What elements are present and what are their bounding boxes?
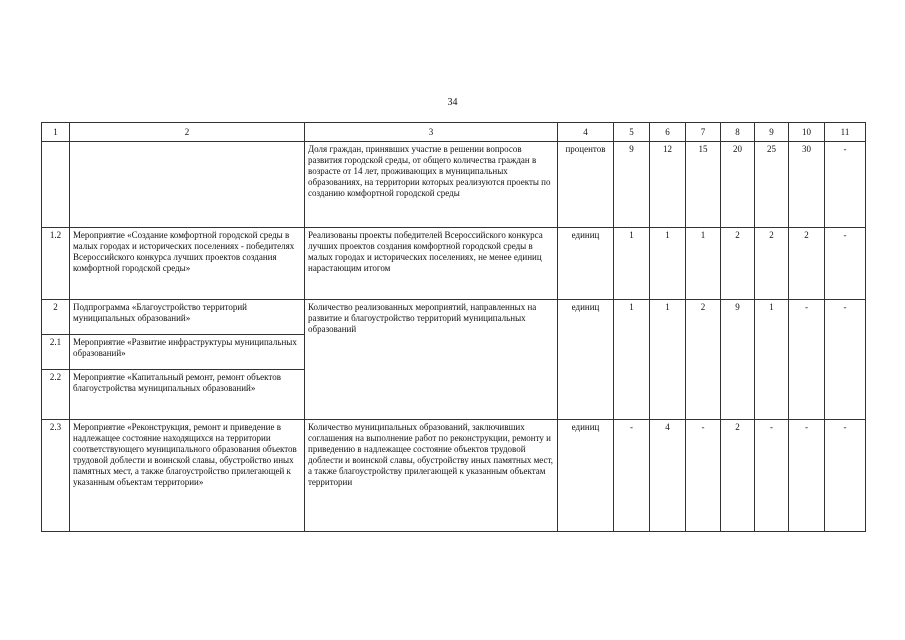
row-number: 1.2	[42, 228, 70, 300]
table-row	[42, 300, 866, 335]
value-cell: -	[825, 300, 866, 420]
row-number: 2.3	[42, 420, 70, 532]
row-number: 2.2	[42, 370, 70, 420]
header-cell: 8	[721, 123, 755, 142]
activity-name	[70, 142, 305, 228]
unit-cell: процентов	[558, 142, 614, 228]
value-cell: 1	[650, 228, 686, 300]
value-cell: 9	[614, 142, 650, 228]
value-cell: 2	[721, 420, 755, 532]
indicator-text: Количество муниципальных образований, заключивших соглашения на выполнение работ по реконструкции, ремонту и приведению в надлежащее состояние объектов трудовой доблести и воинской славы, обустройству иных памятных мест, а также благоустройству прилегающей к указанным объектам территории	[305, 420, 558, 532]
value-cell: 1	[650, 300, 686, 420]
value-cell: -	[614, 420, 650, 532]
header-cell: 11	[825, 123, 866, 142]
value-cell: 4	[650, 420, 686, 532]
indicator-text: Доля граждан, принявших участие в решении вопросов развития городской среды, от общего количества граждан в возрасте от 14 лет, проживающих в муниципальных образованиях, на территории которых реализуются проекты по созданию комфортной городской среды	[305, 142, 558, 228]
value-cell: 1	[614, 228, 650, 300]
row-number: 2.1	[42, 335, 70, 370]
value-cell: 2	[755, 228, 789, 300]
header-cell: 1	[42, 123, 70, 142]
page-number: 34	[447, 97, 458, 108]
header-cell: 7	[686, 123, 721, 142]
value-cell: 2	[686, 300, 721, 420]
row-number: 2	[42, 300, 70, 335]
activity-name: Мероприятие «Создание комфортной городской среды в малых городах и исторических поселениях - победителях Всероссийского конкурса лучших проектов создания комфортной городской среды»	[70, 228, 305, 300]
value-cell: -	[755, 420, 789, 532]
value-cell: 2	[789, 228, 825, 300]
value-cell: 30	[789, 142, 825, 228]
header-row	[42, 123, 866, 142]
value-cell: -	[825, 228, 866, 300]
value-cell: 25	[755, 142, 789, 228]
table-row	[42, 228, 866, 300]
header-cell: 2	[70, 123, 305, 142]
header-cell: 9	[755, 123, 789, 142]
indicator-text: Количество реализованных мероприятий, направленных на развитие и благоустройство территорий муниципальных образований	[305, 300, 558, 420]
header-cell: 10	[789, 123, 825, 142]
value-cell: 9	[721, 300, 755, 420]
table-row	[42, 420, 866, 532]
header-cell: 4	[558, 123, 614, 142]
activity-name: Мероприятие «Развитие инфраструктуры муниципальных образований»	[70, 335, 305, 370]
activity-name: Подпрограмма «Благоустройство территорий муниципальных образований»	[70, 300, 305, 335]
value-cell: 12	[650, 142, 686, 228]
unit-cell: единиц	[558, 228, 614, 300]
value-cell: 1	[614, 300, 650, 420]
value-cell: -	[789, 300, 825, 420]
header-cell: 3	[305, 123, 558, 142]
table-row	[42, 142, 866, 228]
header-cell: 5	[614, 123, 650, 142]
value-cell: 20	[721, 142, 755, 228]
value-cell: 1	[686, 228, 721, 300]
value-cell: 1	[755, 300, 789, 420]
unit-cell: единиц	[558, 420, 614, 532]
value-cell: -	[825, 420, 866, 532]
value-cell: -	[789, 420, 825, 532]
header-cell: 6	[650, 123, 686, 142]
value-cell: -	[686, 420, 721, 532]
row-number	[42, 142, 70, 228]
activity-name: Мероприятие «Реконструкция, ремонт и приведение в надлежащее состояние находящихся на территории соответствующего муниципального образования объектов трудовой доблести и воинской славы, обустройство иных памятных мест, а также благоустройство прилегающей к указанным объектам территории»	[70, 420, 305, 532]
value-cell: -	[825, 142, 866, 228]
activity-name: Мероприятие «Капитальный ремонт, ремонт объектов благоустройства муниципальных образований»	[70, 370, 305, 420]
unit-cell: единиц	[558, 300, 614, 420]
indicators-table	[41, 122, 866, 532]
value-cell: 15	[686, 142, 721, 228]
indicator-text: Реализованы проекты победителей Всероссийского конкурса лучших проектов создания комфортной городской среды в малых городах и исторических поселениях, не менее единиц нарастающим итогом	[305, 228, 558, 300]
value-cell: 2	[721, 228, 755, 300]
